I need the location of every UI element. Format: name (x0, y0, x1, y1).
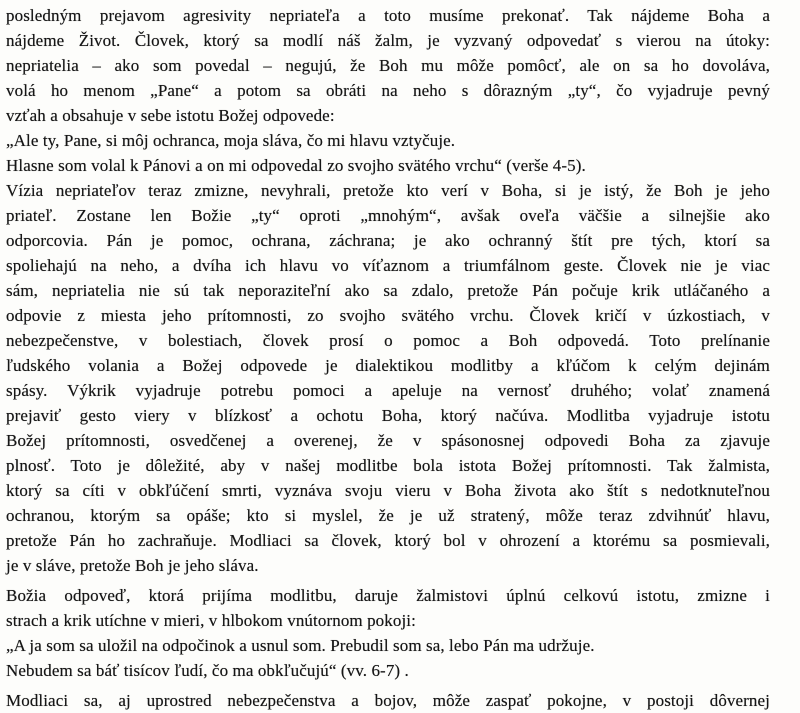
text-line: plnosť. Toto je dôležité, aby v našej modlitbe bola istota Božej prítomnosti. Tak žalmista, (6, 456, 770, 475)
text-line: Božia odpoveď, ktorá prijíma modlitbu, daruje žalmistovi úplnú celkovú istotu, zmizne i (6, 586, 770, 605)
quote-line: Hlasne som volal k Pánovi a on mi odpovedal zo svojho svätého vrchu“ (verše 4-5). (6, 156, 586, 175)
text-line: odpovie z miesta jeho prítomnosti, zo svojho svätého vrchu. Človek kričí v úzkostiach, v (6, 306, 770, 325)
text-line: odporcovia. Pán je pomoc, ochrana, záchrana; je ako ochranný štít pre tých, ktorí sa (6, 231, 770, 250)
text-line: nebezpečenstve, v bolestiach, človek prosí o pomoc a Boh odpovedá. Toto prelínanie (6, 331, 770, 350)
text-line: Božej prítomnosti, osvedčenej a overenej, že v spásonosnej odpovedi Boha za zjavuje (6, 431, 770, 450)
text-line: sám, nepriatelia nie sú tak neporaziteľní ako sa zdalo, pretože Pán počuje krik utláčaného a (6, 281, 770, 300)
text-line: Modliaci sa, aj uprostred nebezpečenstva a bojov, môže zaspať pokojne, v postoji dôvernej (6, 691, 770, 710)
text-line: nájdeme Život. Človek, ktorý sa modlí náš žalm, je vyzvaný odpovedať s vierou na útoky: (6, 31, 770, 50)
text-line: ktorý sa cíti v obkľúčení smrti, vyznáva svoju vieru v Boha života ako štít s nedotknuteľnou (6, 481, 770, 500)
text-line: volá ho menom „Pane“ a potom sa obráti na neho s dôrazným „ty“, čo vyjadruje pevný (6, 81, 770, 100)
text-line: priateľ. Zostane len Božie „ty“ oproti „mnohým“, avšak oveľa väčšie a silnejšie ako (6, 206, 770, 225)
text-line: ochranou, ktorým sa opáše; kto si myslel, že je už stratený, môže teraz zdvihnúť hlavu, (6, 506, 770, 525)
text-line: posledným prejavom agresivity nepriateľa a toto musíme prekonať. Tak nájdeme Boha a (6, 6, 770, 25)
text-line: prejaviť gesto viery v blízkosť a ochotu Boha, ktorý načúva. Modlitba vyjadruje istotu (6, 406, 770, 425)
text-line: spásy. Výkrik vyjadruje potrebu pomoci a apeluje na vernosť druhého; volať znamená (6, 381, 770, 400)
text-line: pretože Pán ho zachraňuje. Modliaci sa človek, ktorý bol v ohrození a ktorému sa posmievali, (6, 531, 770, 550)
text-line: ľudského volania a Božej odpovede je dialektikou modlitby a kľúčom k celým dejinám (6, 356, 770, 375)
text-line: Vízia nepriateľov teraz zmizne, nevyhrali, pretože kto verí v Boha, si je istý, že Boh je jeho (6, 181, 770, 200)
text-line: je v sláve, pretože Boh je jeho sláva. (6, 556, 259, 575)
text-line: spoliehajú na neho, a dvíha ich hlavu vo víťaznom a triumfálnom geste. Človek nie je viac (6, 256, 770, 275)
quote-line: Nebudem sa báť tisícov ľudí, čo ma obkľučujú“ (vv. 6-7) . (6, 661, 409, 680)
quote-line: „A ja som sa uložil na odpočinok a usnul som. Prebudil som sa, lebo Pán ma udržuje. (6, 636, 595, 655)
text-line: vzťah a obsahuje v sebe istotu Božej odpovede: (6, 106, 335, 125)
text-line: nepriatelia – ako som povedal – negujú, že Boh mu môže pomôcť, ale on sa ho dovoláva, (6, 56, 770, 75)
text-line: strach a krik utíchne v mieri, v hlbokom vnútornom pokoji: (6, 611, 416, 630)
quote-line: „Ale ty, Pane, si môj ochranca, moja sláva, čo mi hlavu vztyčuje. (6, 131, 456, 150)
